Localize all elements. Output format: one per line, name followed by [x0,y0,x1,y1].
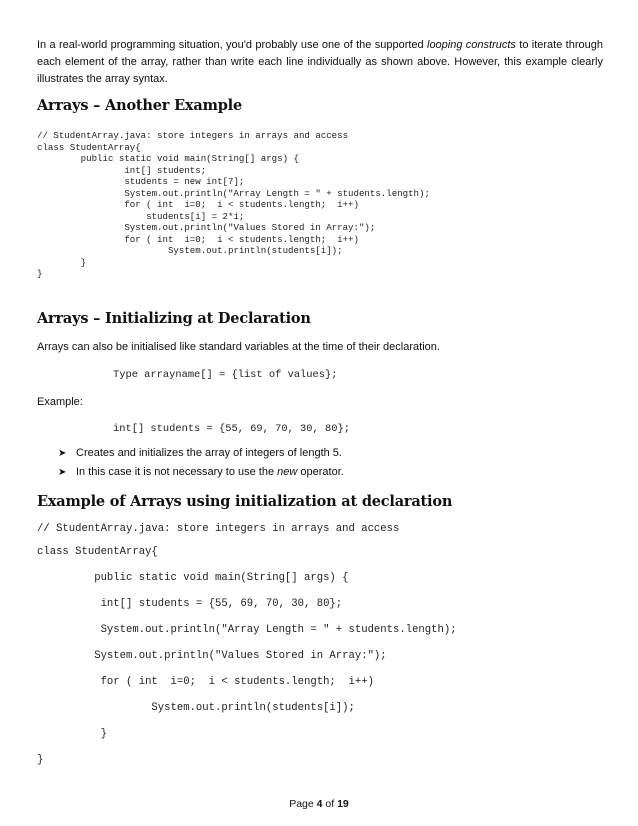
code-line: // StudentArray.java: store integers in arrays and access [37,523,400,535]
code-line: int[] students; [37,164,207,176]
code-line: System.out.println("Values Stored in Array:"); [37,222,376,233]
arrow-bullet-icon: ➤ [58,448,67,459]
code-line: for ( int i=0; i < students.length; i++) [37,233,359,245]
code-line: System.out.println("Array Length = " + students.length); [37,187,430,199]
intro-text-2: to iterate through each element of the array, rather than write each line individually as shown above. However, this example clearly illustrates the array syntax. [37,39,603,85]
section2-text: Arrays can also be initialised like standard variables at the time of their declaration. [37,341,440,353]
intro-paragraph [37,37,603,88]
arrow-bullet-icon: ➤ [58,467,67,478]
bullet-item: ➤ In this case it is not necessary to use the new operator. [58,466,344,478]
section3-heading: Example of Arrays using initialization at declaration [37,493,453,510]
syntax-code: Type arrayname[] = {list of values}; [113,369,338,381]
page-footer: Page 4 of 19 [289,798,349,810]
code-line: System.out.println("Array Length = " + students.length); [37,624,457,636]
intro-text-1: In a real-world programming situation, you'd probably use one of the supported [37,39,427,51]
code-line: students[i] = 2*i; [37,210,245,222]
intro-emphasis: looping constructs [427,39,516,51]
code-line: // StudentArray.java: store integers in arrays and access [37,130,349,141]
code-line: } [37,256,87,268]
code-line: for ( int i=0; i < students.length; i++) [37,199,359,210]
code-line: students = new int[7]; [37,176,245,187]
current-page-number: 4 [316,798,323,810]
section2-heading: Arrays – Initializing at Declaration [37,310,311,327]
code-line: } [37,268,43,279]
code-line: for ( int i=0; i < students.length; i++) [37,676,374,688]
code-line: public static void main(String[] args) { [37,153,299,164]
code-line: } [37,754,44,766]
code-line: public static void main(String[] args) { [37,572,349,584]
section1-heading: Arrays – Another Example [37,97,242,114]
code-line: System.out.println(students[i]); [37,702,355,714]
code-line: System.out.println(students[i]); [37,245,343,256]
code-line: int[] students = {55, 69, 70, 30, 80}; [37,598,343,610]
code-line: } [37,728,107,740]
bullet-item: ➤ Creates and initializes the array of integers of length 5. [58,447,342,459]
code-line: class StudentArray{ [37,141,141,153]
example-code: int[] students = {55, 69, 70, 30, 80}; [113,423,350,435]
code-line: System.out.println("Values Stored in Array:"); [37,650,387,662]
total-pages: 19 [337,798,349,810]
example-label: Example: [37,396,83,408]
code-line: class StudentArray{ [37,546,158,558]
